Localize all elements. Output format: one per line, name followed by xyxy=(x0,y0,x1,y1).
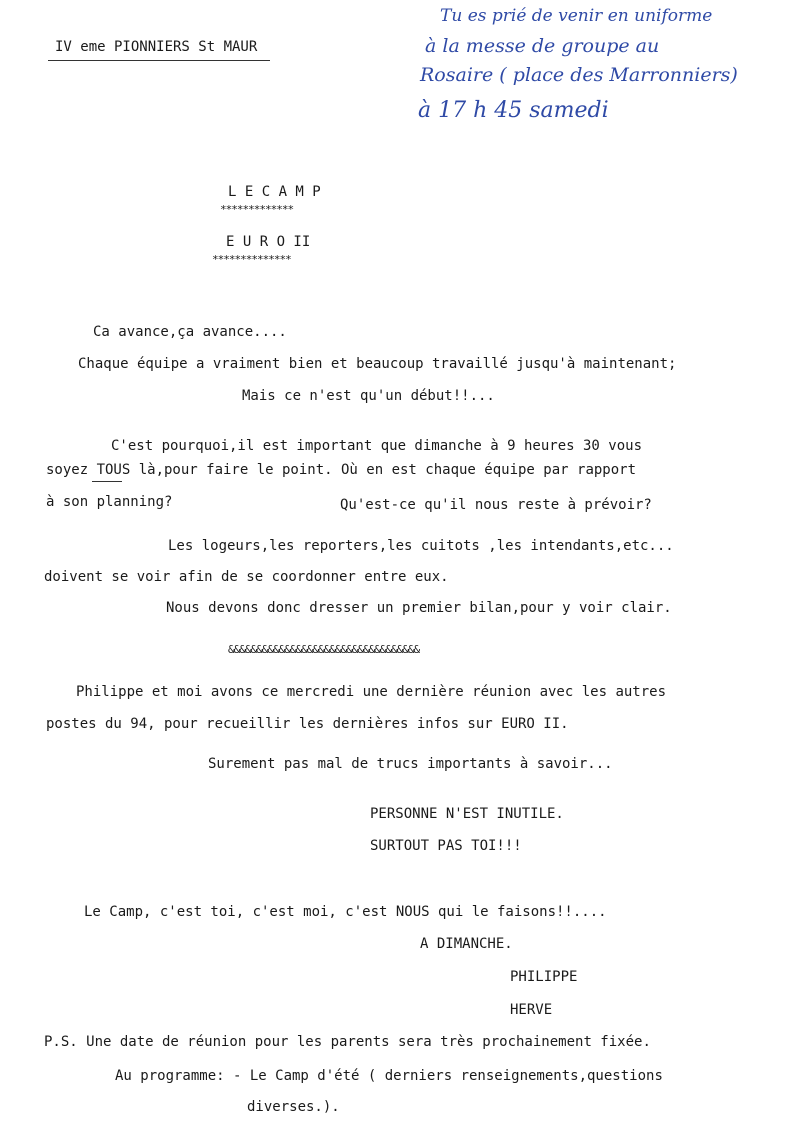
body-line-15: PERSONNE N'EST INUTILE. xyxy=(370,806,564,822)
body-line-18: A DIMANCHE. xyxy=(420,936,513,952)
body-line-9: doivent se voir afin de se coordonner entre eux. xyxy=(44,569,449,585)
body-line-13: postes du 94, pour recueillir les dernières infos sur EURO II. xyxy=(46,716,569,732)
body-line-12: Philippe et moi avons ce mercredi une dernière réunion avec les autres xyxy=(76,684,667,700)
signature-herve: HERVE xyxy=(510,1002,553,1018)
handwritten-note-line-3: Rosaire ( place des Marronniers) xyxy=(420,64,738,86)
body-line-21: P.S. Une date de réunion pour les parents sera très prochainement fixée. xyxy=(44,1034,651,1050)
handwritten-note-line-1: Tu es prié de venir en uniforme xyxy=(440,6,713,26)
header-underline xyxy=(48,60,270,61)
title-le-camp: L E C A M P xyxy=(228,184,321,200)
body-line-1: Ca avance,ça avance.... xyxy=(93,324,287,340)
handwritten-note-line-2: à la messe de groupe au xyxy=(425,35,660,57)
ampersand-divider: &&&&&&&&&&&&&&&&&&&&&&&&&&&&&&&&&& xyxy=(228,643,420,656)
handwritten-note-line-4: à 17 h 45 samedi xyxy=(418,98,609,123)
title-star-rule-2: ************** xyxy=(212,253,291,266)
body-line-3: Mais ce n'est qu'un début!!... xyxy=(242,388,495,404)
title-euro-ii: E U R O II xyxy=(226,234,311,250)
body-line-16: SURTOUT PAS TOI!!! xyxy=(370,838,522,854)
body-line-8: Les logeurs,les reporters,les cuitots ,les intendants,etc... xyxy=(168,538,674,554)
signature-philippe: PHILIPPE xyxy=(510,969,578,985)
title-star-rule: ************* xyxy=(220,203,294,216)
body-line-22: Au programme: - Le Camp d'été ( derniers renseignements,questions xyxy=(115,1068,663,1084)
body-line-17: Le Camp, c'est toi, c'est moi, c'est NOUS qui le faisons!!.... xyxy=(84,904,607,920)
body-line-23: diverses.). xyxy=(247,1099,340,1115)
body-line-14: Surement pas mal de trucs importants à savoir... xyxy=(208,756,613,772)
body-line-7: Qu'est-ce qu'il nous reste à prévoir? xyxy=(340,497,652,513)
body-line-2: Chaque équipe a vraiment bien et beaucoup travaillé jusqu'à maintenant; xyxy=(78,356,677,372)
header-text: IV eme PIONNIERS St MAUR xyxy=(55,39,258,55)
tous-underline xyxy=(92,481,122,482)
body-line-5: soyez TOUS là,pour faire le point. Où en est chaque équipe par rapport xyxy=(46,462,637,478)
body-line-6: à son planning? xyxy=(46,494,173,510)
body-line-10: Nous devons donc dresser un premier bilan,pour y voir clair. xyxy=(166,600,672,616)
body-line-4: C'est pourquoi,il est important que dimanche à 9 heures 30 vous xyxy=(111,438,643,454)
